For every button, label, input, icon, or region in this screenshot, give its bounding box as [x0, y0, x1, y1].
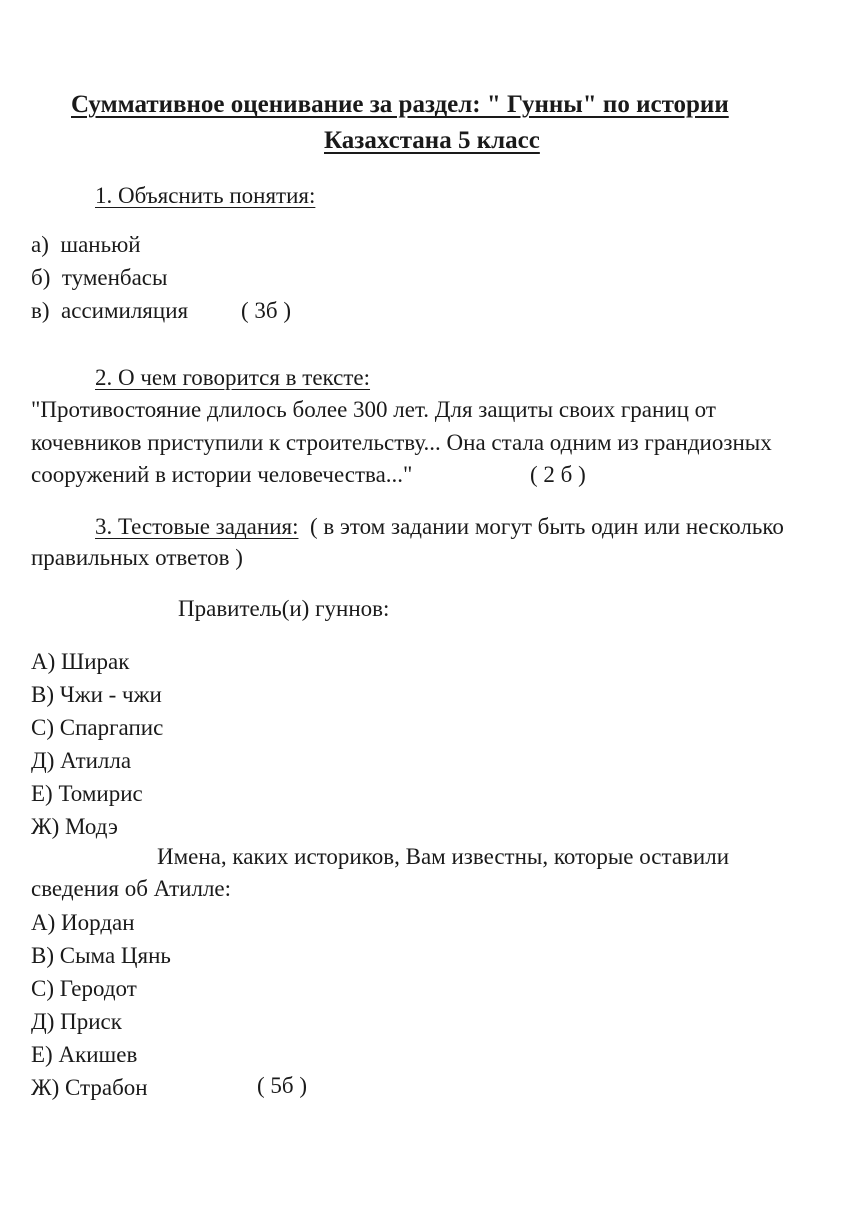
question1-text: Правитель(и) гуннов:	[178, 596, 390, 621]
task1-item	[31, 296, 188, 326]
task2-heading: 2. О чем говорится в тексте:	[95, 365, 371, 390]
answer-option: В) Чжи - чжи	[31, 682, 162, 707]
title-line-1: Суммативное оценивание за раздел: " Гунны" по истории	[71, 91, 729, 118]
answer-option: В) Сыма Цянь	[31, 943, 171, 968]
item-label: б)	[31, 265, 51, 290]
task3-note-continued: правильных ответов )	[31, 545, 243, 570]
task1-heading: 1. Объяснить понятия:	[95, 183, 316, 208]
answer-option: А) Ширак	[31, 649, 130, 674]
answer-option: С) Спаргапис	[31, 715, 164, 740]
task2-quote-line: кочевников приступили к строительству... Она стала одним из грандиозных	[31, 430, 772, 455]
question1-options	[31, 645, 163, 843]
answer-option: Ж) Модэ	[31, 814, 118, 839]
question2-options	[31, 906, 171, 1104]
answer-option: С) Геродот	[31, 976, 137, 1001]
task3-heading: 3. Тестовые задания:	[95, 514, 299, 539]
task1-item	[31, 263, 167, 293]
task2-quote-line: "Противостояние длилось более 300 лет. Для защиты своих границ от	[31, 397, 716, 422]
answer-option: Е) Акишев	[31, 1042, 138, 1067]
question2-text-line-1: Имена, каких историков, Вам известны, которые оставили	[157, 844, 730, 869]
task2-quote-line: сооружений в истории человечества..."	[31, 462, 413, 487]
answer-option: Д) Атилла	[31, 748, 132, 773]
question2-text-line-2: сведения об Атилле:	[31, 876, 232, 901]
task3-points: ( 5б )	[257, 1073, 308, 1098]
item-text: шаньюй	[60, 232, 141, 257]
item-text: ассимиляция	[61, 298, 189, 323]
task3-heading-line	[95, 512, 784, 542]
answer-option: Ж) Страбон	[31, 1075, 148, 1100]
task3-note: ( в этом задании могут быть один или несколько	[309, 514, 784, 539]
task1-points: ( 3б )	[241, 298, 292, 323]
title-line-2: Казахстана 5 класс	[324, 127, 540, 154]
item-label: в)	[31, 298, 50, 323]
task2-points: ( 2 б )	[530, 462, 586, 487]
item-text: туменбасы	[61, 265, 168, 290]
answer-option: Е) Томирис	[31, 781, 143, 806]
answer-option: Д) Приск	[31, 1009, 122, 1034]
task1-item	[31, 230, 141, 260]
answer-option: А) Иордан	[31, 910, 135, 935]
item-label: а)	[31, 232, 49, 257]
